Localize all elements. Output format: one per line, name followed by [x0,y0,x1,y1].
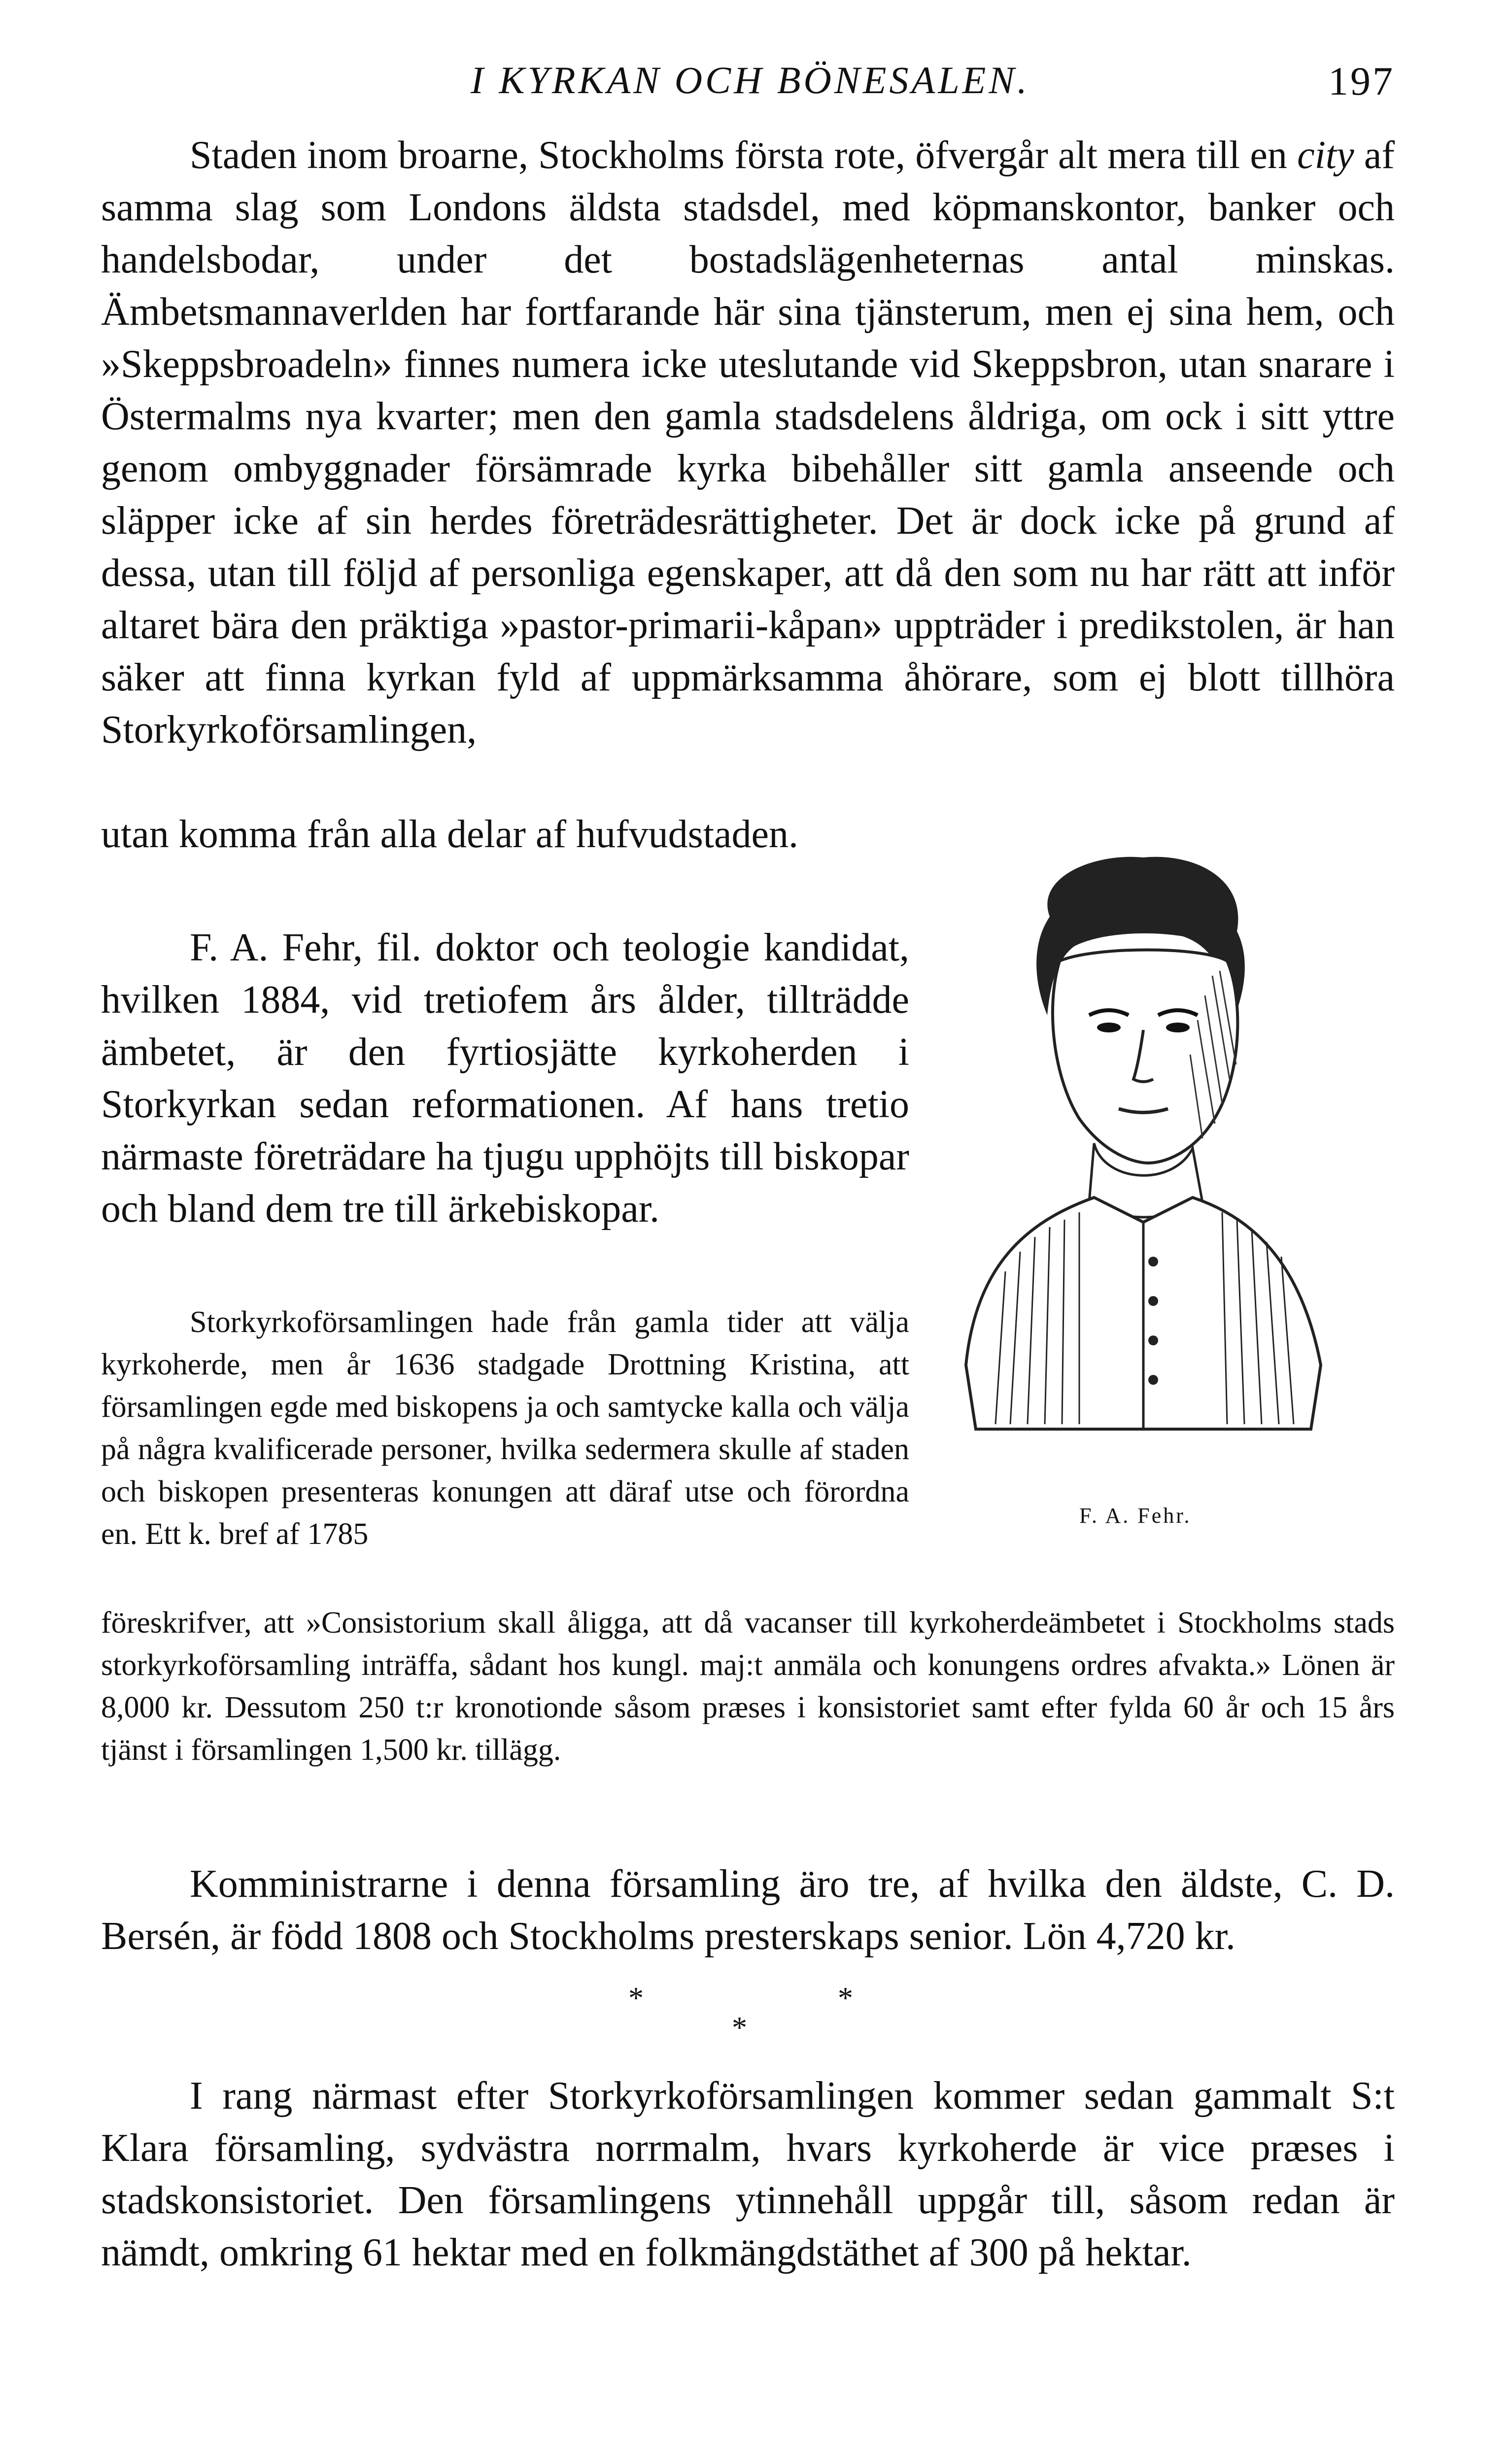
fehr-portrait [946,848,1331,1439]
asterisk: * [838,1982,853,2015]
paragraph-city [101,129,1395,756]
footnote-wide: föreskrifver, att »Consistorium skall åligga, att då vacanser till kyrkoherdeämbetet i Stockholms stads storkyrkoförsamling inträffa, sådant hos kungl. maj:t anmäla och konungens ordres afvakta.» Lönen är 8,000 kr. Dessutom 250 t:r kronotionde såsom præses i konsistoriet samt efter fylda 60 år och 15 års tjänst i församlingen 1,500 kr. tillägg. [101,1606,1395,1767]
footnote-narrow: Storkyrkoförsamlingen hade från gamla tider att välja kyrkoherde, men år 1636 stadgade Drottning Kristina, att församlingen egde med biskopens ja och samtycke kalla och välja på några kvalificerade personer, hvilka sedermera skulle af staden och biskopen presenteras konungen att däraf utse och förordna en. Ett k. bref af 1785 [101,1305,909,1551]
paragraph-komministrarne: Komministrarne i denna församling äro tre, af hvilka den äldste, C. D. Bersén, är född 1808 och Stockholms presterskaps senior. Lön 4,720 kr. [101,1862,1395,1958]
paragraph-city-tail: utan komma från alla delar af hufvudstaden. [101,813,798,856]
page-number: 197 [1328,59,1395,103]
paragraph-city-text-a: Staden inom broarne, Stockholms första rote, öfvergår alt mera till en [190,134,1298,177]
section-divider [0,1981,1510,2050]
page-header [101,58,1395,112]
paragraph-fehr: F. A. Fehr, fil. doktor och teologie kandidat, hvilken 1884, vid tretiofem års ålder, tillträdde ämbetet, är den fyrtiosjätte kyrkoherden i Storkyrkan sedan reformationen. Af hans tretio närmaste företrädare ha tjugu upphöjts till biskopar och bland dem tre till ärkebiskopar. [101,926,909,1231]
asterisk: * [628,1982,644,2015]
paragraph-klara: I rang närmast efter Storkyrkoförsamlingen kommer sedan gammalt S:t Klara församling, sydvästra norrmalm, hvars kyrkoherde är vice præses i stadskonsistoriet. Den församlingens ytinnehåll uppgår till, såsom redan är nämdt, omkring 61 hektar med en folkmängdstäthet af 300 på hektar. [101,2074,1395,2274]
italic-city: city [1297,134,1354,177]
asterisk: * [732,2011,747,2045]
paragraph-city-text-b: af samma slag som Londons äldsta stadsdel, med köpmanskontor, banker och handelsbodar, under det bostadslägenheternas antal minskas. Ämbetsmannaverlden har fortfarande här sina tjänsterum, men ej sina hem, och »Skeppsbroadeln» finnes numera icke uteslutande vid Skeppsbron, utan snarare i Östermalms nya kvarter; men den gamla stadsdelens åldriga, om ock i sitt yttre genom ombyggnader försämrade kyrka bibehåller sitt gamla anseende och släpper icke af sin herdes företrädesrättigheter. Det är dock icke på grund af dessa, utan till följd af personliga egenskaper, att då den som nu har rätt att inför altaret bära den präktiga »pastor-primarii-kåpan» uppträder i predikstolen, är han säker att finna kyrkan fyld af uppmärksamma åhörare, som ej blott tillhöra Storkyrkoförsamlingen, [101,134,1395,752]
running-title: I KYRKAN OCH BÖNESALEN. [471,59,1030,102]
figure-caption: F. A. Fehr. [1079,1504,1192,1528]
